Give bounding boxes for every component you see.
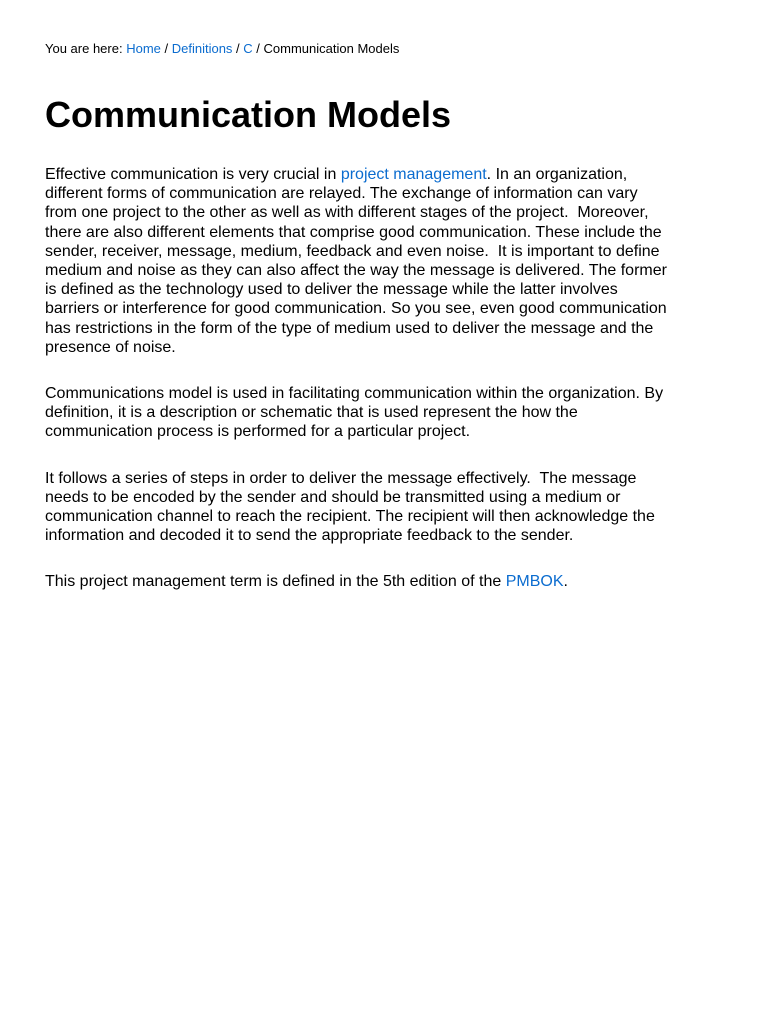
paragraph-definition (45, 384, 735, 442)
text-span: . In an organization, (486, 166, 628, 183)
breadcrumb-link-definitions[interactable]: Definitions (171, 41, 233, 56)
text-span: This project management term is defined in the 5th edition of the (45, 573, 506, 591)
text-line: communication process is performed for a particular project. (45, 423, 471, 441)
text-line: is defined as the technology used to deliver the message while the latter involves (45, 281, 618, 299)
text-line: medium and noise as they can also affect the way the message is delivered. The former (45, 262, 667, 280)
text-line: has restrictions in the form of the type of medium used to deliver the message and the (45, 319, 654, 337)
breadcrumb-prefix: You are here: (45, 41, 127, 56)
text-line (45, 165, 735, 184)
article-content (45, 165, 735, 619)
breadcrumb-separator: / (252, 41, 264, 56)
text-line (45, 572, 735, 591)
text-line: information and decoded it to send the appropriate feedback to the sender. (45, 527, 574, 545)
breadcrumb-link-c[interactable]: C (243, 41, 253, 56)
text-line: It follows a series of steps in order to deliver the message effectively. The message (45, 469, 637, 487)
text-line: Communications model is used in facilitating communication within the organization. By (45, 385, 664, 403)
paragraph-steps (45, 469, 735, 546)
text-span: Effective communication is very crucial in (45, 166, 341, 183)
text-line: barriers or interference for good communication. So you see, even good communication (45, 300, 667, 318)
page-title: Communication Models (45, 94, 452, 135)
paragraph-intro (45, 165, 735, 357)
text-line: sender, receiver, message, medium, feedback and even noise. It is important to define (45, 242, 660, 260)
text-line: there are also different elements that comprise good communication. These include the (45, 223, 662, 241)
breadcrumb-link-home[interactable]: Home (126, 41, 161, 56)
text-line: definition, it is a description or schematic that is used represent the how the (45, 404, 578, 422)
paragraph-pmbok (45, 572, 735, 591)
breadcrumb-separator: / (160, 41, 172, 56)
text-span: . (563, 573, 568, 591)
text-line: different forms of communication are relayed. The exchange of information can vary (45, 185, 638, 203)
text-line: presence of noise. (45, 338, 176, 356)
breadcrumb-current: Communication Models (263, 41, 400, 56)
pmbok-link[interactable]: PMBOK (505, 573, 564, 591)
project-management-link[interactable]: project management (340, 166, 487, 183)
breadcrumb (45, 40, 399, 57)
text-line: needs to be encoded by the sender and should be transmitted using a medium or (45, 488, 621, 506)
text-line: communication channel to reach the recipient. The recipient will then acknowledge the (45, 508, 655, 526)
breadcrumb-separator: / (232, 41, 244, 56)
text-line: from one project to the other as well as with different stages of the project. Moreover, (45, 204, 649, 222)
